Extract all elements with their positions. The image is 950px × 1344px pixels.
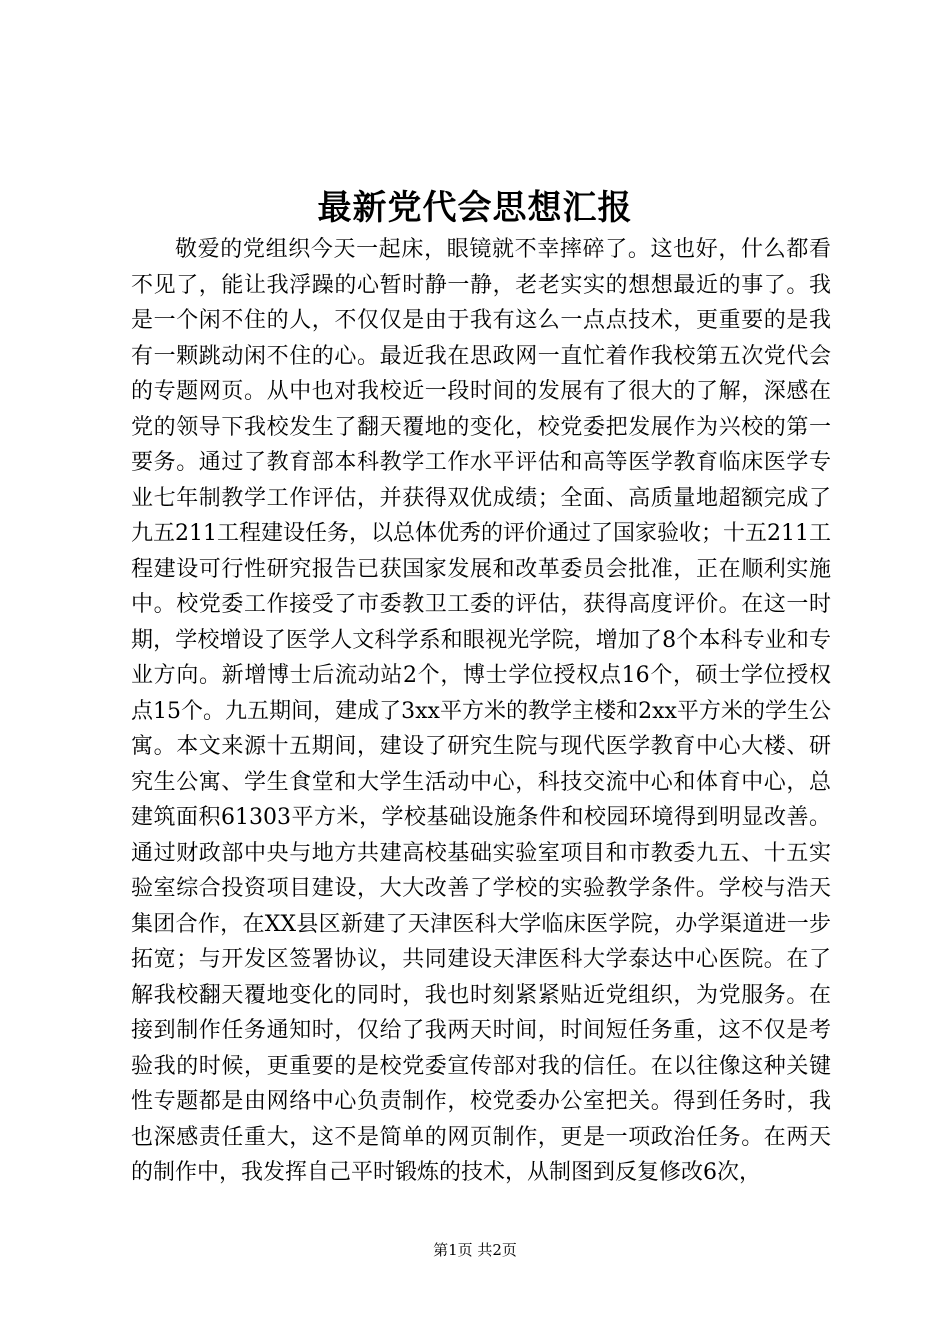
page-footer: 第1页 共2页	[433, 1241, 517, 1259]
body-paragraph: 敬爱的党组织今天一起床，眼镜就不幸摔碎了。这也好，什么都看不见了，能让我浮躁的心暂时静一静，老老实实的想想最近的事了。我是一个闲不住的人，不仅仅是由于我有这么一点点技术，更重要的是我有一颗跳动闲不住的心。最近我在思政网一直忙着作我校第五次党代会的专题网页。从中也对我校近一段时间的发展有了很大的了解，深感在党的领导下我校发生了翻天覆地的变化，校党委把发展作为兴校的第一要务。通过了教育部本科教学工作水平评估和高等医学教育临床医学专业七年制教学工作评估，并获得双优成绩；全面、高质量地超额完成了九五211工程建设任务，以总体优秀的评价通过了国家验收；十五211工程建设可行性研究报告已获国家发展和改革委员会批准，正在顺利实施中。校党委工作接受了市委教卫工委的评估，获得高度评价。在这一时期，学校增设了医学人文科学系和眼视光学院，增加了8个本科专业和专业方向。新增博士后流动站2个，博士学位授权点16个，硕士学位授权点15个。九五期间，建成了3xx平方米的教学主楼和2xx平方米的学生公寓。本文来源十五期间，建设了研究生院与现代医学教育中心大楼、研究生公寓、学生食堂和大学生活动中心，科技交流中心和体育中心，总建筑面积61303平方米，学校基础设施条件和校园环境得到明显改善。通过财政部中央与地方共建高校基础实验室项目和市教委九五、十五实验室综合投资项目建设，大大改善了学校的实验教学条件。学校与浩天集团合作，在XX县区新建了天津医科大学临床医学院，办学渠道进一步拓宽；与开发区签署协议，共同建设天津医科大学泰达中心医院。在了解我校翻天覆地变化的同时，我也时刻紧紧贴近党组织，为党服务。在接到制作任务通知时，仅给了我两天时间，时间短任务重，这不仅是考验我的时候，更重要的是校党委宣传部对我的信任。在以往像这种关键性专题都是由网络中心负责制作，校党委办公室把关。得到任务时，我也深感责任重大，这不是简单的网页制作，更是一项政治任务。在两天的制作中，我发挥自己平时锻炼的技术，从制图到反复修改6次，	[131, 237, 831, 1185]
document-title: 最新党代会思想汇报	[317, 188, 633, 228]
